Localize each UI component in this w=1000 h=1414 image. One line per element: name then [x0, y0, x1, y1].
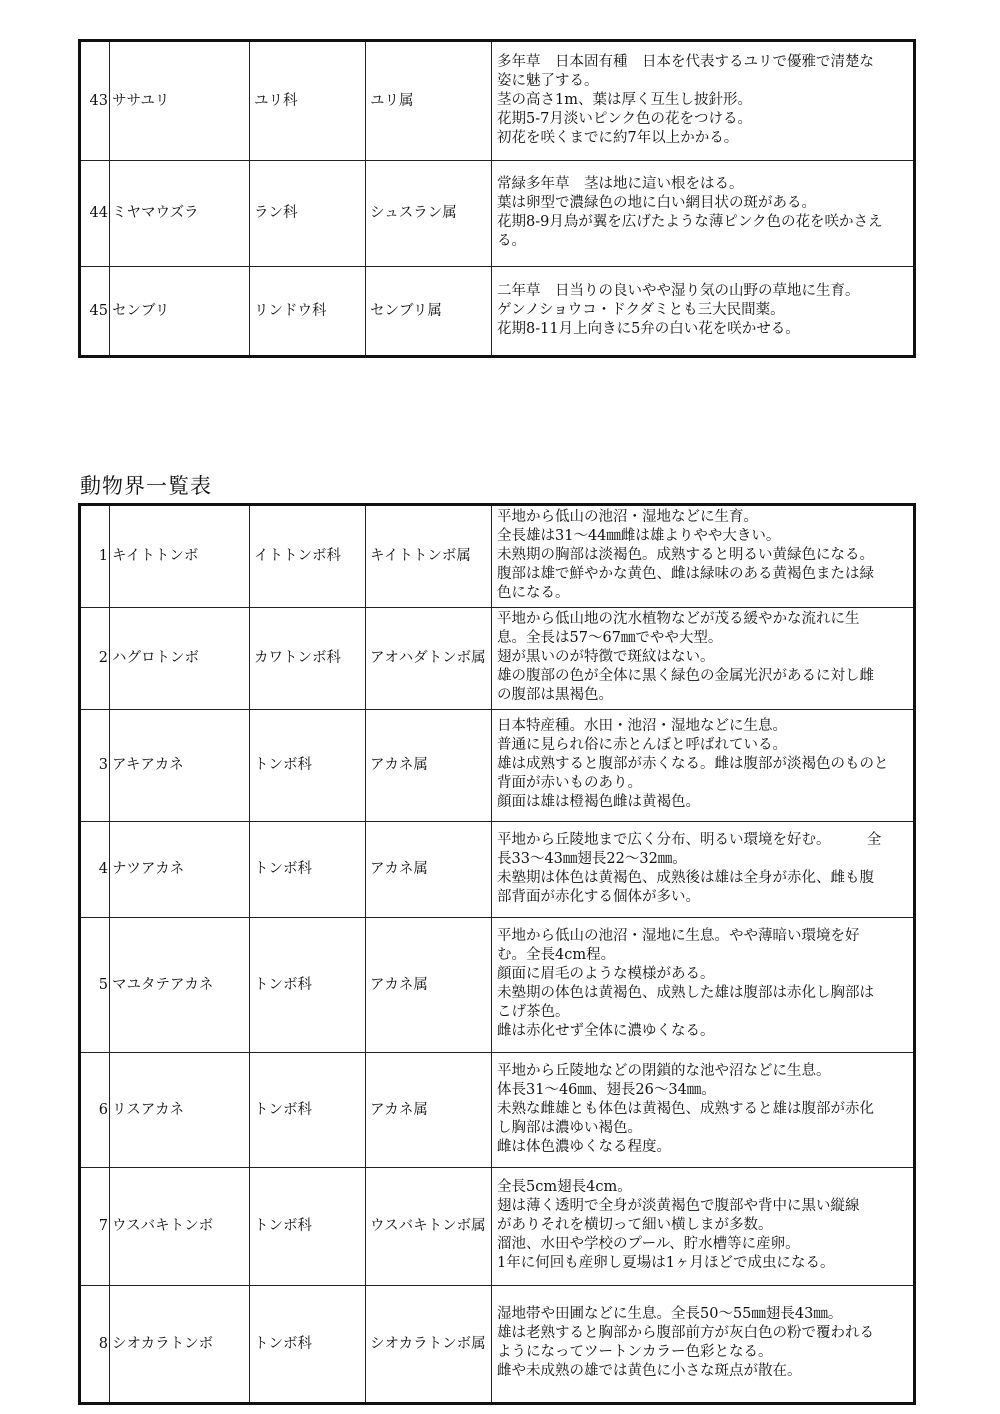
description-cell — [492, 1053, 915, 1168]
table-row — [80, 1168, 915, 1286]
plant-table — [78, 39, 916, 358]
description-line: 雌は体色濃ゆくなる程度。 — [497, 1138, 671, 1155]
description-line: 全長雄は31～44㎜雌は雄よりやや大きい。 — [497, 528, 781, 544]
table-row — [80, 918, 915, 1053]
description-cell — [492, 710, 915, 822]
description-cell — [492, 1286, 915, 1404]
family-name: ラン科 — [250, 161, 366, 267]
table-row — [80, 822, 915, 918]
table-row — [80, 505, 915, 608]
species-name: ミヤマウズラ — [110, 161, 250, 267]
family-name: トンボ科 — [250, 1286, 366, 1404]
description-line: 姿に魅了する。 — [497, 72, 599, 89]
description-line: 雌は赤化せず全体に濃ゆくなる。 — [497, 1023, 715, 1039]
row-number: 6 — [80, 1053, 110, 1168]
description-line: 雄は成熟すると腹部が赤くなる。雌は腹部が淡褐色のものと — [497, 756, 889, 772]
family-name: トンボ科 — [250, 918, 366, 1053]
row-number: 44 — [80, 161, 110, 267]
row-number: 1 — [80, 505, 110, 608]
description-line: 翅が黒いのが特徴で斑紋はない。 — [497, 649, 715, 665]
row-number: 2 — [80, 608, 110, 710]
animal-table-body — [80, 505, 915, 1404]
family-name: トンボ科 — [250, 1168, 366, 1286]
genus-name: アカネ属 — [366, 822, 492, 918]
description-line: 1年に何回も産卵し夏場は1ヶ月ほどで成虫になる。 — [497, 1255, 835, 1271]
description-line: 茎の高さ1m、葉は厚く互生し披針形。 — [497, 91, 752, 108]
species-name: センブリ — [110, 267, 250, 357]
description-line: 未塾期は体色は黄褐色、成熟後は雄は全身が赤化、雌も腹 — [497, 869, 874, 886]
genus-name: センブリ属 — [366, 267, 492, 357]
animal-table — [78, 503, 916, 1405]
family-name: ユリ科 — [250, 41, 366, 161]
description-line: 腹部は雄で鮮やかな黄色、雌は緑味のある黄褐色または緑 — [497, 566, 874, 582]
family-name: トンボ科 — [250, 710, 366, 822]
description-line: 湿地帯や田圃などに生息。全長50～55㎜翅長43㎜。 — [497, 1306, 843, 1322]
row-number: 8 — [80, 1286, 110, 1404]
table-row — [80, 1053, 915, 1168]
description-line: の腹部は黒褐色。 — [497, 687, 613, 703]
description-cell — [492, 1168, 915, 1286]
species-name: キイトトンボ — [110, 505, 250, 608]
table-row — [80, 41, 915, 161]
description-line: し胸部は濃ゆい褐色。 — [497, 1119, 642, 1136]
description-line: 色になる。 — [497, 585, 570, 601]
row-number: 45 — [80, 267, 110, 357]
genus-name: シオカラトンボ属 — [366, 1286, 492, 1404]
genus-name: ユリ属 — [366, 41, 492, 161]
description-line: 多年草 日本固有種 日本を代表するユリで優雅で清楚な — [497, 53, 874, 70]
table-row — [80, 608, 915, 710]
table-row — [80, 1286, 915, 1404]
description-cell — [492, 608, 915, 710]
description-line: る。 — [497, 232, 526, 249]
description-cell — [492, 505, 915, 608]
description-line: 平地から丘陵地などの閉鎖的な池や沼などに生息。 — [497, 1062, 831, 1079]
description-line: 未塾期の体色は黄褐色、成熟した雄は腹部は赤化し胸部は — [497, 985, 874, 1001]
genus-name: アカネ属 — [366, 918, 492, 1053]
description-line: 葉は卵型で濃緑色の地に白い網目状の斑がある。 — [497, 194, 816, 211]
description-line: こげ茶色。 — [497, 1004, 570, 1020]
family-name: トンボ科 — [250, 822, 366, 918]
description-line: 全長5cm翅長4cm。 — [497, 1179, 632, 1195]
description-line: 日本特産種。水田・池沼・湿地などに生息。 — [497, 718, 787, 734]
species-name: ハグロトンボ — [110, 608, 250, 710]
description-line: 花期8-11月上向きに5弁の白い花を咲かせる。 — [497, 320, 800, 337]
description-cell — [492, 918, 915, 1053]
row-number: 3 — [80, 710, 110, 822]
description-line: 未熟な雌雄とも体色は黄褐色、成熟すると雄は腹部が赤化 — [497, 1100, 874, 1117]
description-line: 長33～43㎜翅長22～32㎜。 — [497, 850, 687, 867]
species-name: リスアカネ — [110, 1053, 250, 1168]
description-line: 花期5-7月淡いピンク色の花をつける。 — [497, 110, 753, 127]
description-line: ゲンノショウコ・ドクダミとも三大民間薬。 — [497, 301, 785, 318]
description-line: 花期8-9月鳥が翼を広げたような薄ピンク色の花を咲かさえ — [497, 213, 883, 230]
row-number: 4 — [80, 822, 110, 918]
family-name: リンドウ科 — [250, 267, 366, 357]
species-name: ナツアカネ — [110, 822, 250, 918]
description-line: 普通に見られ俗に赤とんぼと呼ばれている。 — [497, 737, 787, 753]
description-line: 体長31～46㎜、翅長26～34㎜。 — [497, 1081, 716, 1098]
description-line: 未熟期の胸部は淡褐色。成熟すると明るい黄緑色になる。 — [497, 547, 874, 563]
genus-name: アカネ属 — [366, 1053, 492, 1168]
species-name: マユタテアカネ — [110, 918, 250, 1053]
species-name: ササユリ — [110, 41, 250, 161]
family-name: トンボ科 — [250, 1053, 366, 1168]
description-cell — [492, 41, 915, 161]
description-line: 顔面に眉毛のような模様がある。 — [497, 966, 715, 982]
genus-name: ウスバキトンボ属 — [366, 1168, 492, 1286]
row-number: 43 — [80, 41, 110, 161]
description-line: 翅は薄く透明で全身が淡黄褐色で腹部や背中に黒い縦線 — [497, 1198, 860, 1214]
species-name: ウスバキトンボ — [110, 1168, 250, 1286]
animal-list-heading: 動物界一覧表 — [80, 474, 212, 498]
description-line: 息。全長は57～67㎜でやや大型。 — [497, 630, 723, 646]
description-line: 部背面が赤化する個体が多い。 — [497, 888, 700, 905]
family-name: カワトンボ科 — [250, 608, 366, 710]
description-cell — [492, 161, 915, 267]
description-line: 雄の腹部の色が全体に黒く緑色の金属光沢があるに対し雌 — [497, 668, 874, 684]
species-name: アキアカネ — [110, 710, 250, 822]
description-line: 初花を咲くまでに約7年以上かかる。 — [497, 129, 739, 146]
species-name: シオカラトンボ — [110, 1286, 250, 1404]
description-cell — [492, 822, 915, 918]
genus-name: シュスラン属 — [366, 161, 492, 267]
description-line: む。全長4cm程。 — [497, 947, 616, 963]
description-line: 雌や未成熟の雄では黄色に小さな斑点が散在。 — [497, 1363, 802, 1379]
table-row — [80, 710, 915, 822]
table-row — [80, 267, 915, 357]
row-number: 5 — [80, 918, 110, 1053]
plant-table-body — [80, 41, 915, 357]
description-line: 常緑多年草 茎は地に這い根をはる。 — [497, 175, 744, 192]
family-name: イトトンボ科 — [250, 505, 366, 608]
description-line: 雄は老熟すると胸部から腹部前方が灰白色の粉で覆われる — [497, 1325, 874, 1341]
description-line: 平地から低山の池沼・湿地などに生育。 — [497, 509, 758, 525]
description-cell — [492, 267, 915, 357]
description-line: 平地から低山地の沈水植物などが茂る緩やかな流れに生 — [497, 611, 860, 627]
table-row — [80, 161, 915, 267]
description-line: 平地から低山の池沼・湿地に生息。やや薄暗い環境を好 — [497, 928, 860, 944]
description-line: 背面が赤いものあり。 — [497, 775, 642, 791]
genus-name: アカネ属 — [366, 710, 492, 822]
description-line: 平地から丘陵地まで広く分布、明るい環境を好む。 全 — [497, 831, 882, 848]
description-line: 溜池、水田や学校のプール、貯水槽等に産卵。 — [497, 1236, 800, 1252]
genus-name: アオハダトンボ属 — [366, 608, 492, 710]
description-line: 二年草 日当りの良いやや湿り気の山野の草地に生育。 — [497, 282, 860, 299]
description-line: 顔面は雄は橙褐色雌は黄褐色。 — [497, 794, 700, 810]
description-line: がありそれを横切って細い横しまが多数。 — [497, 1217, 773, 1233]
row-number: 7 — [80, 1168, 110, 1286]
genus-name: キイトトンボ属 — [366, 505, 492, 608]
description-line: ようになってツートンカラー色彩となる。 — [497, 1344, 773, 1360]
